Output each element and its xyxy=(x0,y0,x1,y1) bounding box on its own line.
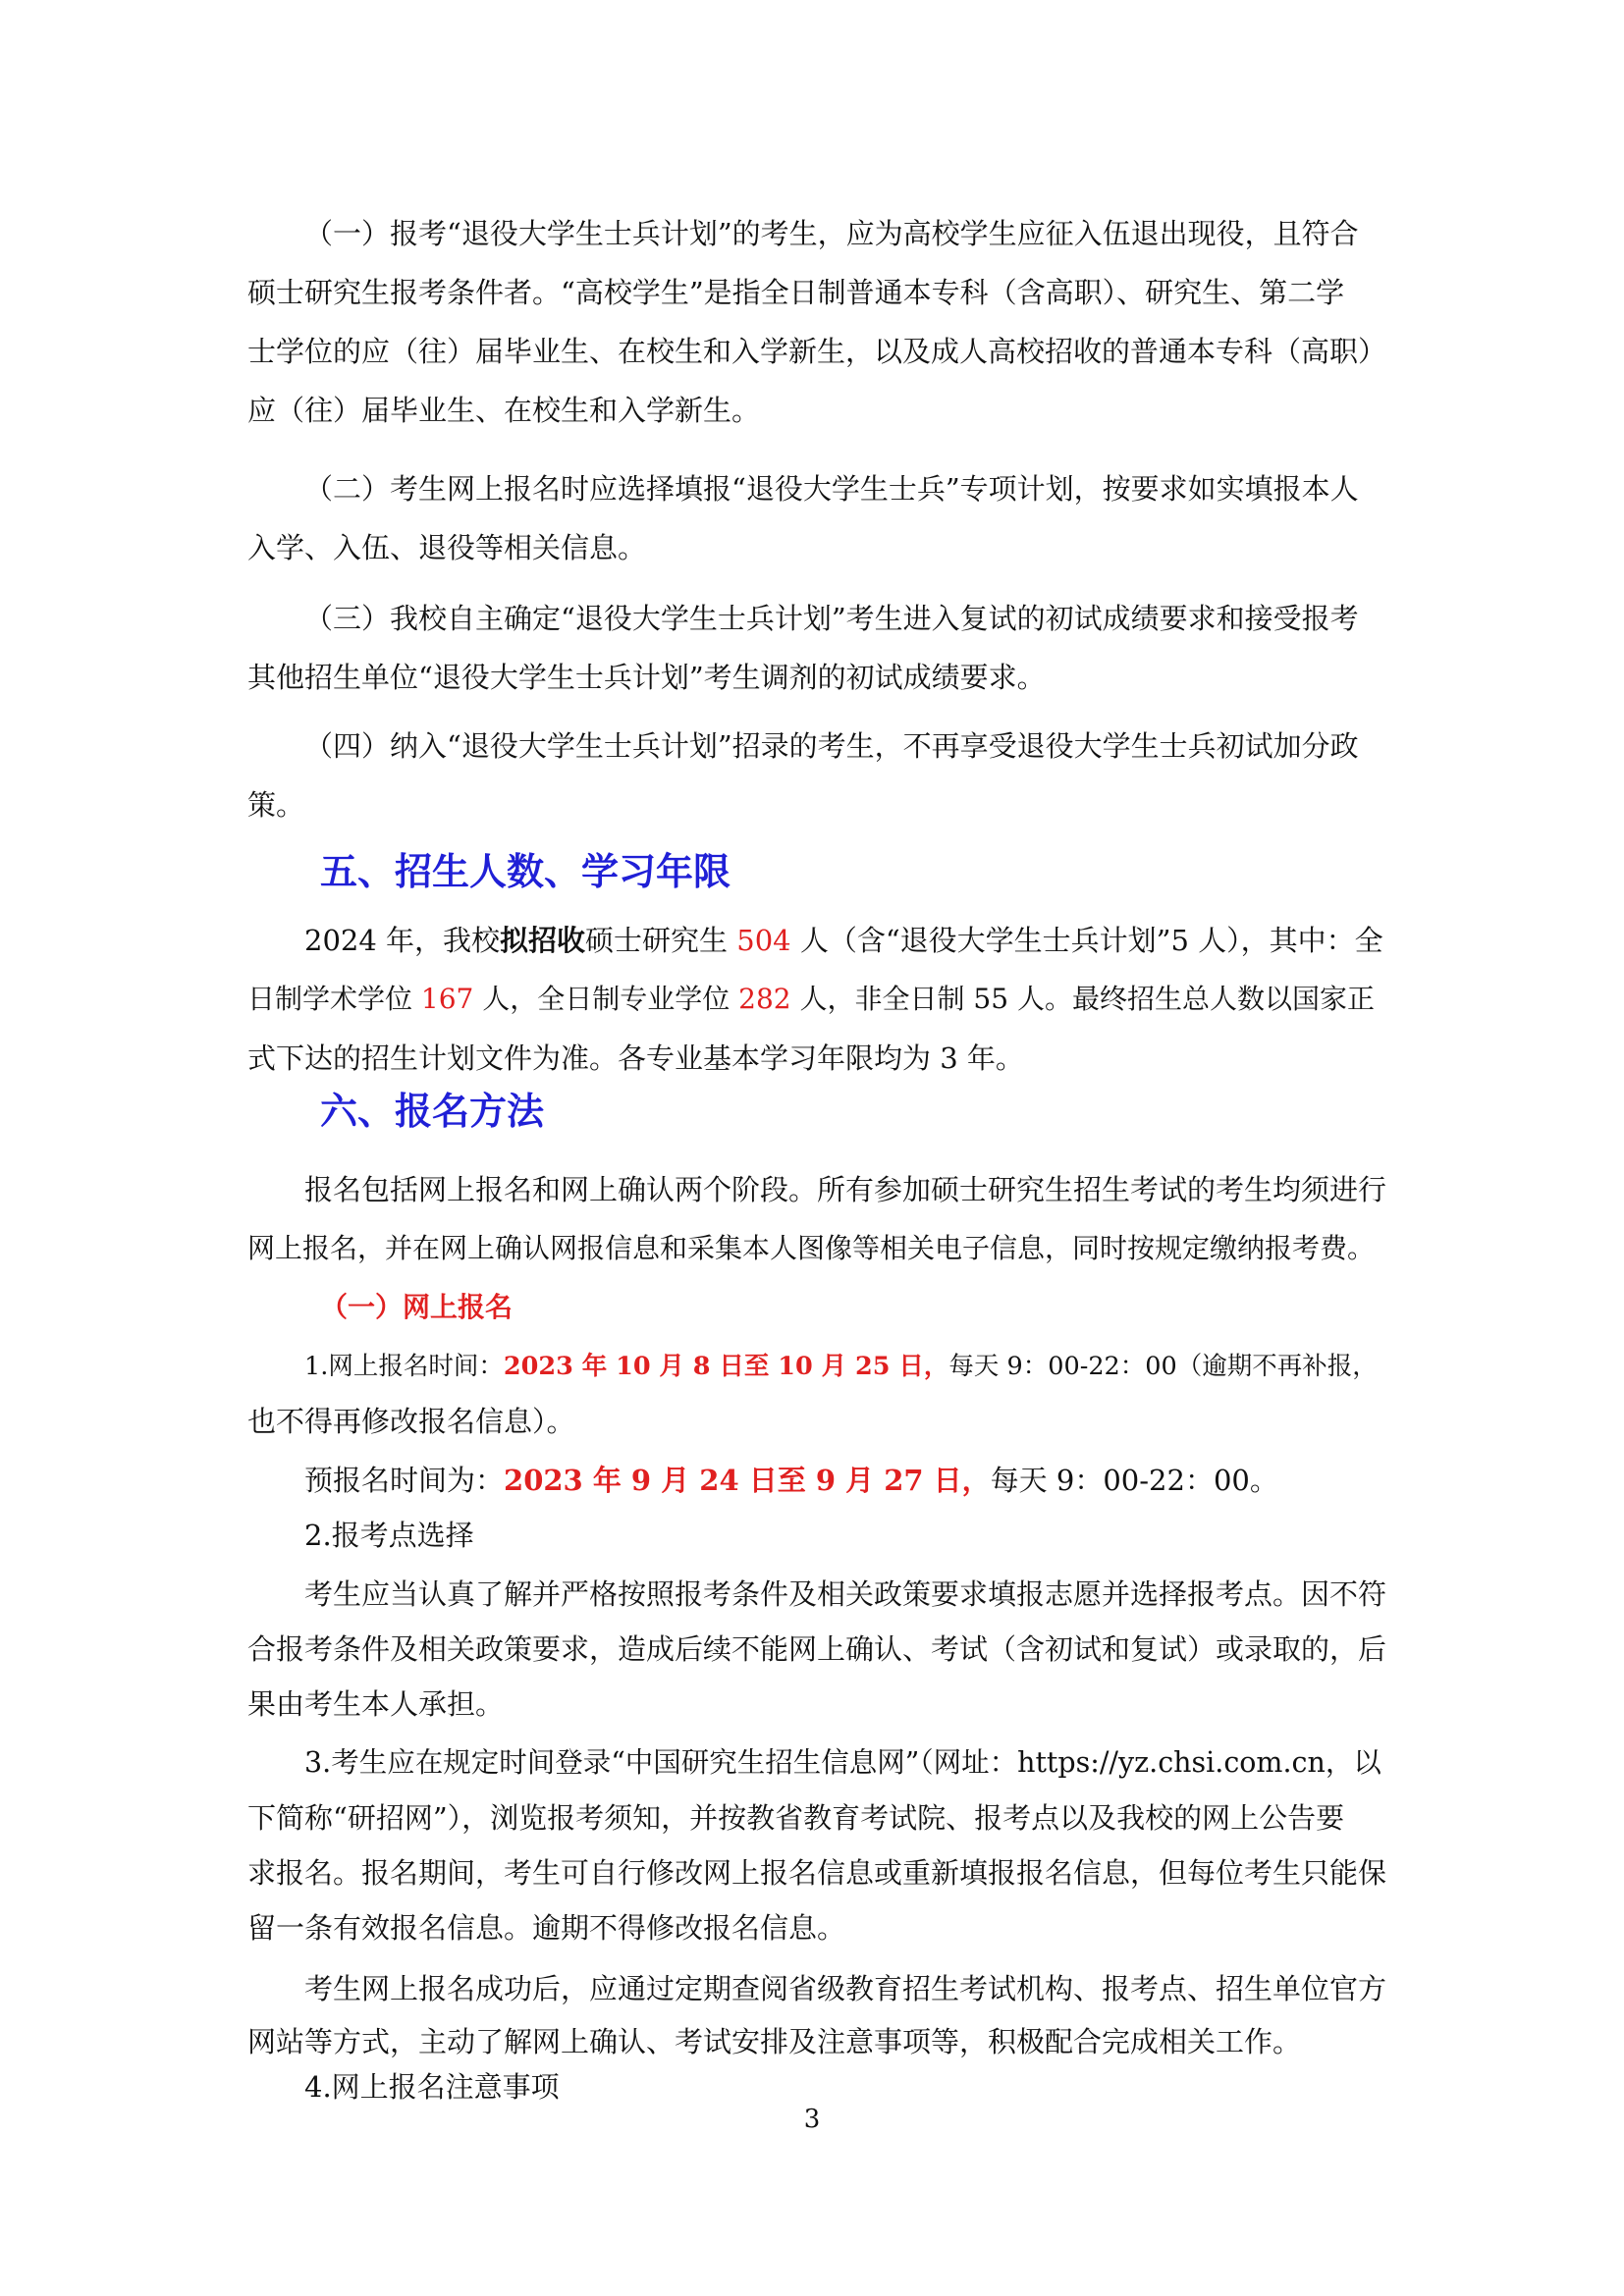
s6-item2-title: 2.报考点选择 xyxy=(304,1519,474,1552)
s6-item3-line1: 3.考生应在规定时间登录“中国研究生招生信息网”（网址：https://yz.chsi.com.cn，以 xyxy=(304,1746,1381,1779)
s4-p4-line1: （四）纳入“退役大学生士兵计划”招录的考生，不再享受退役大学生士兵初试加分政 xyxy=(304,729,1359,763)
s4-p1-line4: 应（往）届毕业生、在校生和入学新生。 xyxy=(247,394,761,427)
s6-intro-line2: 网上报名，并在网上确认网报信息和采集本人图像等相关电子信息，同时按规定缴纳报考费。 xyxy=(247,1232,1376,1264)
s6-item3-line3: 求报名。报名期间，考生可自行修改网上报名信息或重新填报报名信息，但每位考生只能保 xyxy=(247,1856,1387,1890)
s5-l2-a: 日制学术学位 xyxy=(247,983,421,1015)
s6-pre-c: 每天 9：00-22：00。 xyxy=(990,1464,1278,1497)
section6-heading: 六、报名方法 xyxy=(320,1090,545,1133)
s6-item2-line3: 果由考生本人承担。 xyxy=(247,1687,505,1721)
section5-heading: 五、招生人数、学习年限 xyxy=(320,850,731,893)
s6-item3-line4: 留一条有效报名信息。逾期不得修改报名信息。 xyxy=(247,1911,846,1945)
s6-time-dates: 2023 年 10 月 8 日至 10 月 25 日， xyxy=(503,1352,949,1381)
s4-p2-line1: （二）考生网上报名时应选择填报“退役大学生士兵”专项计划，按要求如实填报本人 xyxy=(304,472,1359,506)
s6-pre-dates: 2023 年 9 月 24 日至 9 月 27 日， xyxy=(504,1464,991,1497)
s6-time-line1 xyxy=(304,1347,1378,1386)
s4-p3-line2: 其他招生单位“退役大学生士兵计划”考生调剂的初试成绩要求。 xyxy=(247,661,1046,694)
s5-l2-e: 人，非全日制 55 人。最终招生总人数以国家正 xyxy=(790,983,1375,1015)
s6-intro-line1: 报名包括网上报名和网上确认两个阶段。所有参加硕士研究生招生考试的考生均须进行 xyxy=(304,1173,1387,1206)
s5-line1 xyxy=(304,921,1383,960)
s5-l1-e: 人（含“退役大学生士兵计划”5 人），其中：全 xyxy=(790,924,1383,957)
s6-after-line1: 考生网上报名成功后，应通过定期查阅省级教育招生考试机构、报考点、招生单位官方 xyxy=(304,1972,1387,2005)
s6-item2-line1: 考生应当认真了解并严格按照报考条件及相关政策要求填报志愿并选择报考点。因不符 xyxy=(304,1577,1387,1611)
s6-after-line2: 网站等方式，主动了解网上确认、考试安排及注意事项等，积极配合完成相关工作。 xyxy=(247,2025,1302,2058)
s5-l1-total: 504 xyxy=(736,924,791,957)
s4-p2-line2: 入学、入伍、退役等相关信息。 xyxy=(247,531,647,564)
s5-l2-c: 人，全日制专业学位 xyxy=(473,983,739,1015)
s6-item4-title: 4.网上报名注意事项 xyxy=(304,2070,560,2104)
s6-sub1-heading: （一）网上报名 xyxy=(320,1291,514,1323)
s5-l2-academic: 167 xyxy=(420,983,474,1015)
s5-line2 xyxy=(247,980,1375,1019)
s4-p1-line3: 士学位的应（往）届毕业生、在校生和入学新生，以及成人高校招收的普通本专科（高职） xyxy=(247,335,1387,368)
s6-time-line2: 也不得再修改报名信息）。 xyxy=(247,1405,575,1438)
s6-item2-line2: 合报考条件及相关政策要求，造成后续不能网上确认、考试（含初试和复试）或录取的，后 xyxy=(247,1632,1387,1666)
s6-pre-line xyxy=(304,1461,1278,1500)
s5-l1-a: 2024 年，我校 xyxy=(304,924,501,957)
s6-item3-line2: 下简称“研招网”），浏览报考须知，并按教省教育考试院、报考点以及我校的网上公告要 xyxy=(247,1801,1345,1835)
s6-time-a: 1.网上报名时间： xyxy=(304,1352,504,1381)
s4-p3-line1: （三）我校自主确定“退役大学生士兵计划”考生进入复试的初试成绩要求和接受报考 xyxy=(304,602,1359,635)
s4-p4-line2: 策。 xyxy=(247,788,305,822)
s5-l2-professional: 282 xyxy=(738,983,791,1015)
s5-l1-c: 硕士研究生 xyxy=(585,924,737,957)
s5-l1-b: 拟招收 xyxy=(500,924,586,957)
s4-p1-line2: 硕士研究生报考条件者。“高校学生”是指全日制普通本专科（含高职）、研究生、第二学 xyxy=(247,276,1345,309)
s5-line3: 式下达的招生计划文件为准。各专业基本学习年限均为 3 年。 xyxy=(247,1041,1024,1075)
s4-p1-line1: （一）报考“退役大学生士兵计划”的考生，应为高校学生应征入伍退出现役，且符合 xyxy=(304,217,1359,250)
page-number: 3 xyxy=(803,2105,821,2134)
s6-pre-a: 预报名时间为： xyxy=(304,1464,505,1497)
s6-time-c: 每天 9：00-22：00（逾期不再补报， xyxy=(948,1352,1378,1381)
